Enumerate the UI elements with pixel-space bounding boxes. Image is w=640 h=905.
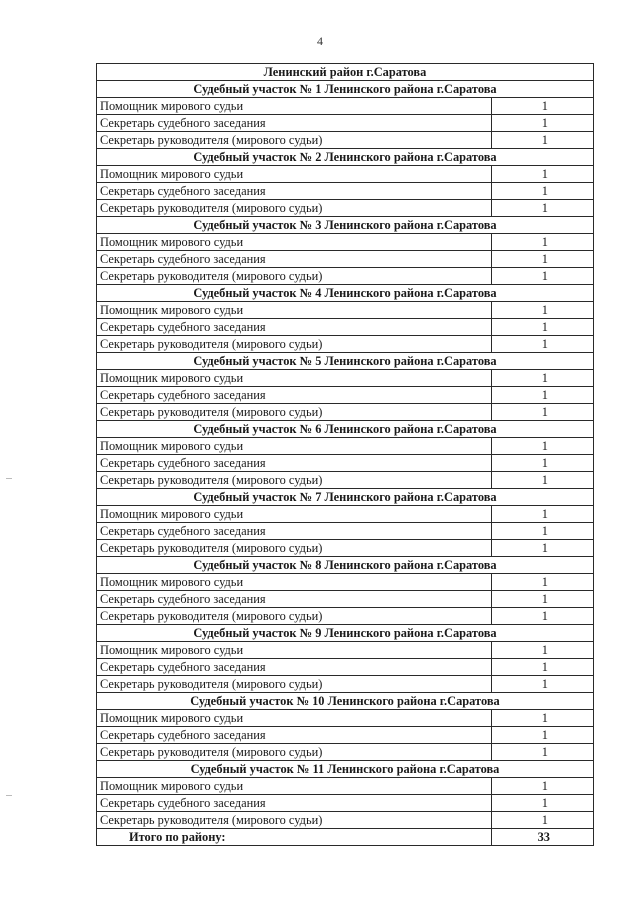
position-label: Секретарь руководителя (мирового судьи) [97, 336, 492, 353]
position-count: 1 [492, 778, 594, 795]
section-header-row [97, 489, 594, 506]
position-label: Секретарь руководителя (мирового судьи) [97, 676, 492, 693]
section-title: Судебный участок № 7 Ленинского района г.Саратова [97, 489, 594, 506]
section-header-row [97, 285, 594, 302]
table-row [97, 319, 594, 336]
position-label: Секретарь судебного заседания [97, 795, 492, 812]
position-count: 1 [492, 302, 594, 319]
table-row [97, 268, 594, 285]
position-count: 1 [492, 591, 594, 608]
position-count: 1 [492, 574, 594, 591]
table-row [97, 778, 594, 795]
position-label: Секретарь судебного заседания [97, 115, 492, 132]
section-header-row [97, 625, 594, 642]
position-count: 1 [492, 251, 594, 268]
staffing-table-body [97, 64, 594, 846]
district-title-row [97, 64, 594, 81]
section-title: Судебный участок № 3 Ленинского района г.Саратова [97, 217, 594, 234]
position-count: 1 [492, 166, 594, 183]
position-count: 1 [492, 795, 594, 812]
position-count: 1 [492, 523, 594, 540]
table-row [97, 744, 594, 761]
position-count: 1 [492, 744, 594, 761]
table-row [97, 710, 594, 727]
position-label: Помощник мирового судьи [97, 710, 492, 727]
position-label: Секретарь судебного заседания [97, 319, 492, 336]
section-header-row [97, 353, 594, 370]
scan-margin-mark [6, 795, 12, 796]
position-label: Помощник мирового судьи [97, 98, 492, 115]
section-title: Судебный участок № 1 Ленинского района г.Саратова [97, 81, 594, 98]
position-count: 1 [492, 336, 594, 353]
position-count: 1 [492, 727, 594, 744]
table-row [97, 336, 594, 353]
position-count: 1 [492, 319, 594, 336]
section-header-row [97, 217, 594, 234]
page-number: 4 [317, 34, 323, 48]
section-title: Судебный участок № 4 Ленинского района г.Саратова [97, 285, 594, 302]
table-row [97, 387, 594, 404]
scan-margin-mark [6, 478, 12, 479]
position-label: Помощник мирового судьи [97, 642, 492, 659]
section-title: Судебный участок № 10 Ленинского района г.Саратова [97, 693, 594, 710]
district-title: Ленинский район г.Саратова [97, 64, 594, 81]
position-label: Секретарь руководителя (мирового судьи) [97, 268, 492, 285]
position-count: 1 [492, 404, 594, 421]
position-label: Секретарь руководителя (мирового судьи) [97, 472, 492, 489]
position-count: 1 [492, 608, 594, 625]
position-label: Секретарь руководителя (мирового судьи) [97, 744, 492, 761]
position-label: Помощник мирового судьи [97, 166, 492, 183]
position-label: Помощник мирового судьи [97, 302, 492, 319]
position-label: Секретарь руководителя (мирового судьи) [97, 404, 492, 421]
position-label: Секретарь судебного заседания [97, 183, 492, 200]
section-title: Судебный участок № 11 Ленинского района г.Саратова [97, 761, 594, 778]
position-label: Секретарь судебного заседания [97, 591, 492, 608]
table-row [97, 166, 594, 183]
position-label: Секретарь руководителя (мирового судьи) [97, 200, 492, 217]
table-row [97, 132, 594, 149]
table-row [97, 472, 594, 489]
section-title: Судебный участок № 8 Ленинского района г.Саратова [97, 557, 594, 574]
table-row [97, 676, 594, 693]
position-count: 1 [492, 200, 594, 217]
position-count: 1 [492, 438, 594, 455]
total-row [97, 829, 594, 846]
table-row [97, 98, 594, 115]
position-count: 1 [492, 455, 594, 472]
position-count: 1 [492, 234, 594, 251]
table-row [97, 608, 594, 625]
table-row [97, 591, 594, 608]
position-label: Секретарь судебного заседания [97, 251, 492, 268]
position-label: Секретарь судебного заседания [97, 659, 492, 676]
position-label: Секретарь руководителя (мирового судьи) [97, 812, 492, 829]
section-header-row [97, 149, 594, 166]
table-row [97, 540, 594, 557]
position-label: Секретарь руководителя (мирового судьи) [97, 608, 492, 625]
section-title: Судебный участок № 2 Ленинского района г.Саратова [97, 149, 594, 166]
section-title: Судебный участок № 5 Ленинского района г.Саратова [97, 353, 594, 370]
table-row [97, 251, 594, 268]
position-label: Помощник мирового судьи [97, 234, 492, 251]
position-label: Помощник мирового судьи [97, 438, 492, 455]
section-header-row [97, 421, 594, 438]
total-value: 33 [492, 829, 594, 846]
table-row [97, 812, 594, 829]
position-label: Секретарь судебного заседания [97, 455, 492, 472]
position-count: 1 [492, 472, 594, 489]
position-count: 1 [492, 676, 594, 693]
position-count: 1 [492, 387, 594, 404]
position-count: 1 [492, 370, 594, 387]
table-row [97, 200, 594, 217]
section-title: Судебный участок № 6 Ленинского района г.Саратова [97, 421, 594, 438]
position-label: Секретарь руководителя (мирового судьи) [97, 132, 492, 149]
position-count: 1 [492, 540, 594, 557]
table-row [97, 574, 594, 591]
position-label: Помощник мирового судьи [97, 506, 492, 523]
position-count: 1 [492, 183, 594, 200]
position-count: 1 [492, 659, 594, 676]
table-row [97, 795, 594, 812]
position-label: Секретарь судебного заседания [97, 523, 492, 540]
table-row [97, 727, 594, 744]
staffing-table [96, 63, 594, 846]
position-count: 1 [492, 812, 594, 829]
table-row [97, 642, 594, 659]
table-row [97, 183, 594, 200]
table-row [97, 659, 594, 676]
section-title: Судебный участок № 9 Ленинского района г.Саратова [97, 625, 594, 642]
position-count: 1 [492, 268, 594, 285]
table-row [97, 404, 594, 421]
position-count: 1 [492, 98, 594, 115]
table-row [97, 115, 594, 132]
position-count: 1 [492, 642, 594, 659]
section-header-row [97, 557, 594, 574]
total-label: Итого по району: [97, 829, 492, 846]
table-row [97, 302, 594, 319]
position-label: Секретарь судебного заседания [97, 727, 492, 744]
table-row [97, 370, 594, 387]
position-count: 1 [492, 115, 594, 132]
section-header-row [97, 81, 594, 98]
position-label: Помощник мирового судьи [97, 574, 492, 591]
position-label: Помощник мирового судьи [97, 778, 492, 795]
position-label: Секретарь руководителя (мирового судьи) [97, 540, 492, 557]
table-row [97, 523, 594, 540]
section-header-row [97, 693, 594, 710]
position-count: 1 [492, 506, 594, 523]
table-row [97, 234, 594, 251]
section-header-row [97, 761, 594, 778]
position-count: 1 [492, 710, 594, 727]
position-label: Секретарь судебного заседания [97, 387, 492, 404]
table-row [97, 455, 594, 472]
position-count: 1 [492, 132, 594, 149]
position-label: Помощник мирового судьи [97, 370, 492, 387]
table-row [97, 438, 594, 455]
table-row [97, 506, 594, 523]
